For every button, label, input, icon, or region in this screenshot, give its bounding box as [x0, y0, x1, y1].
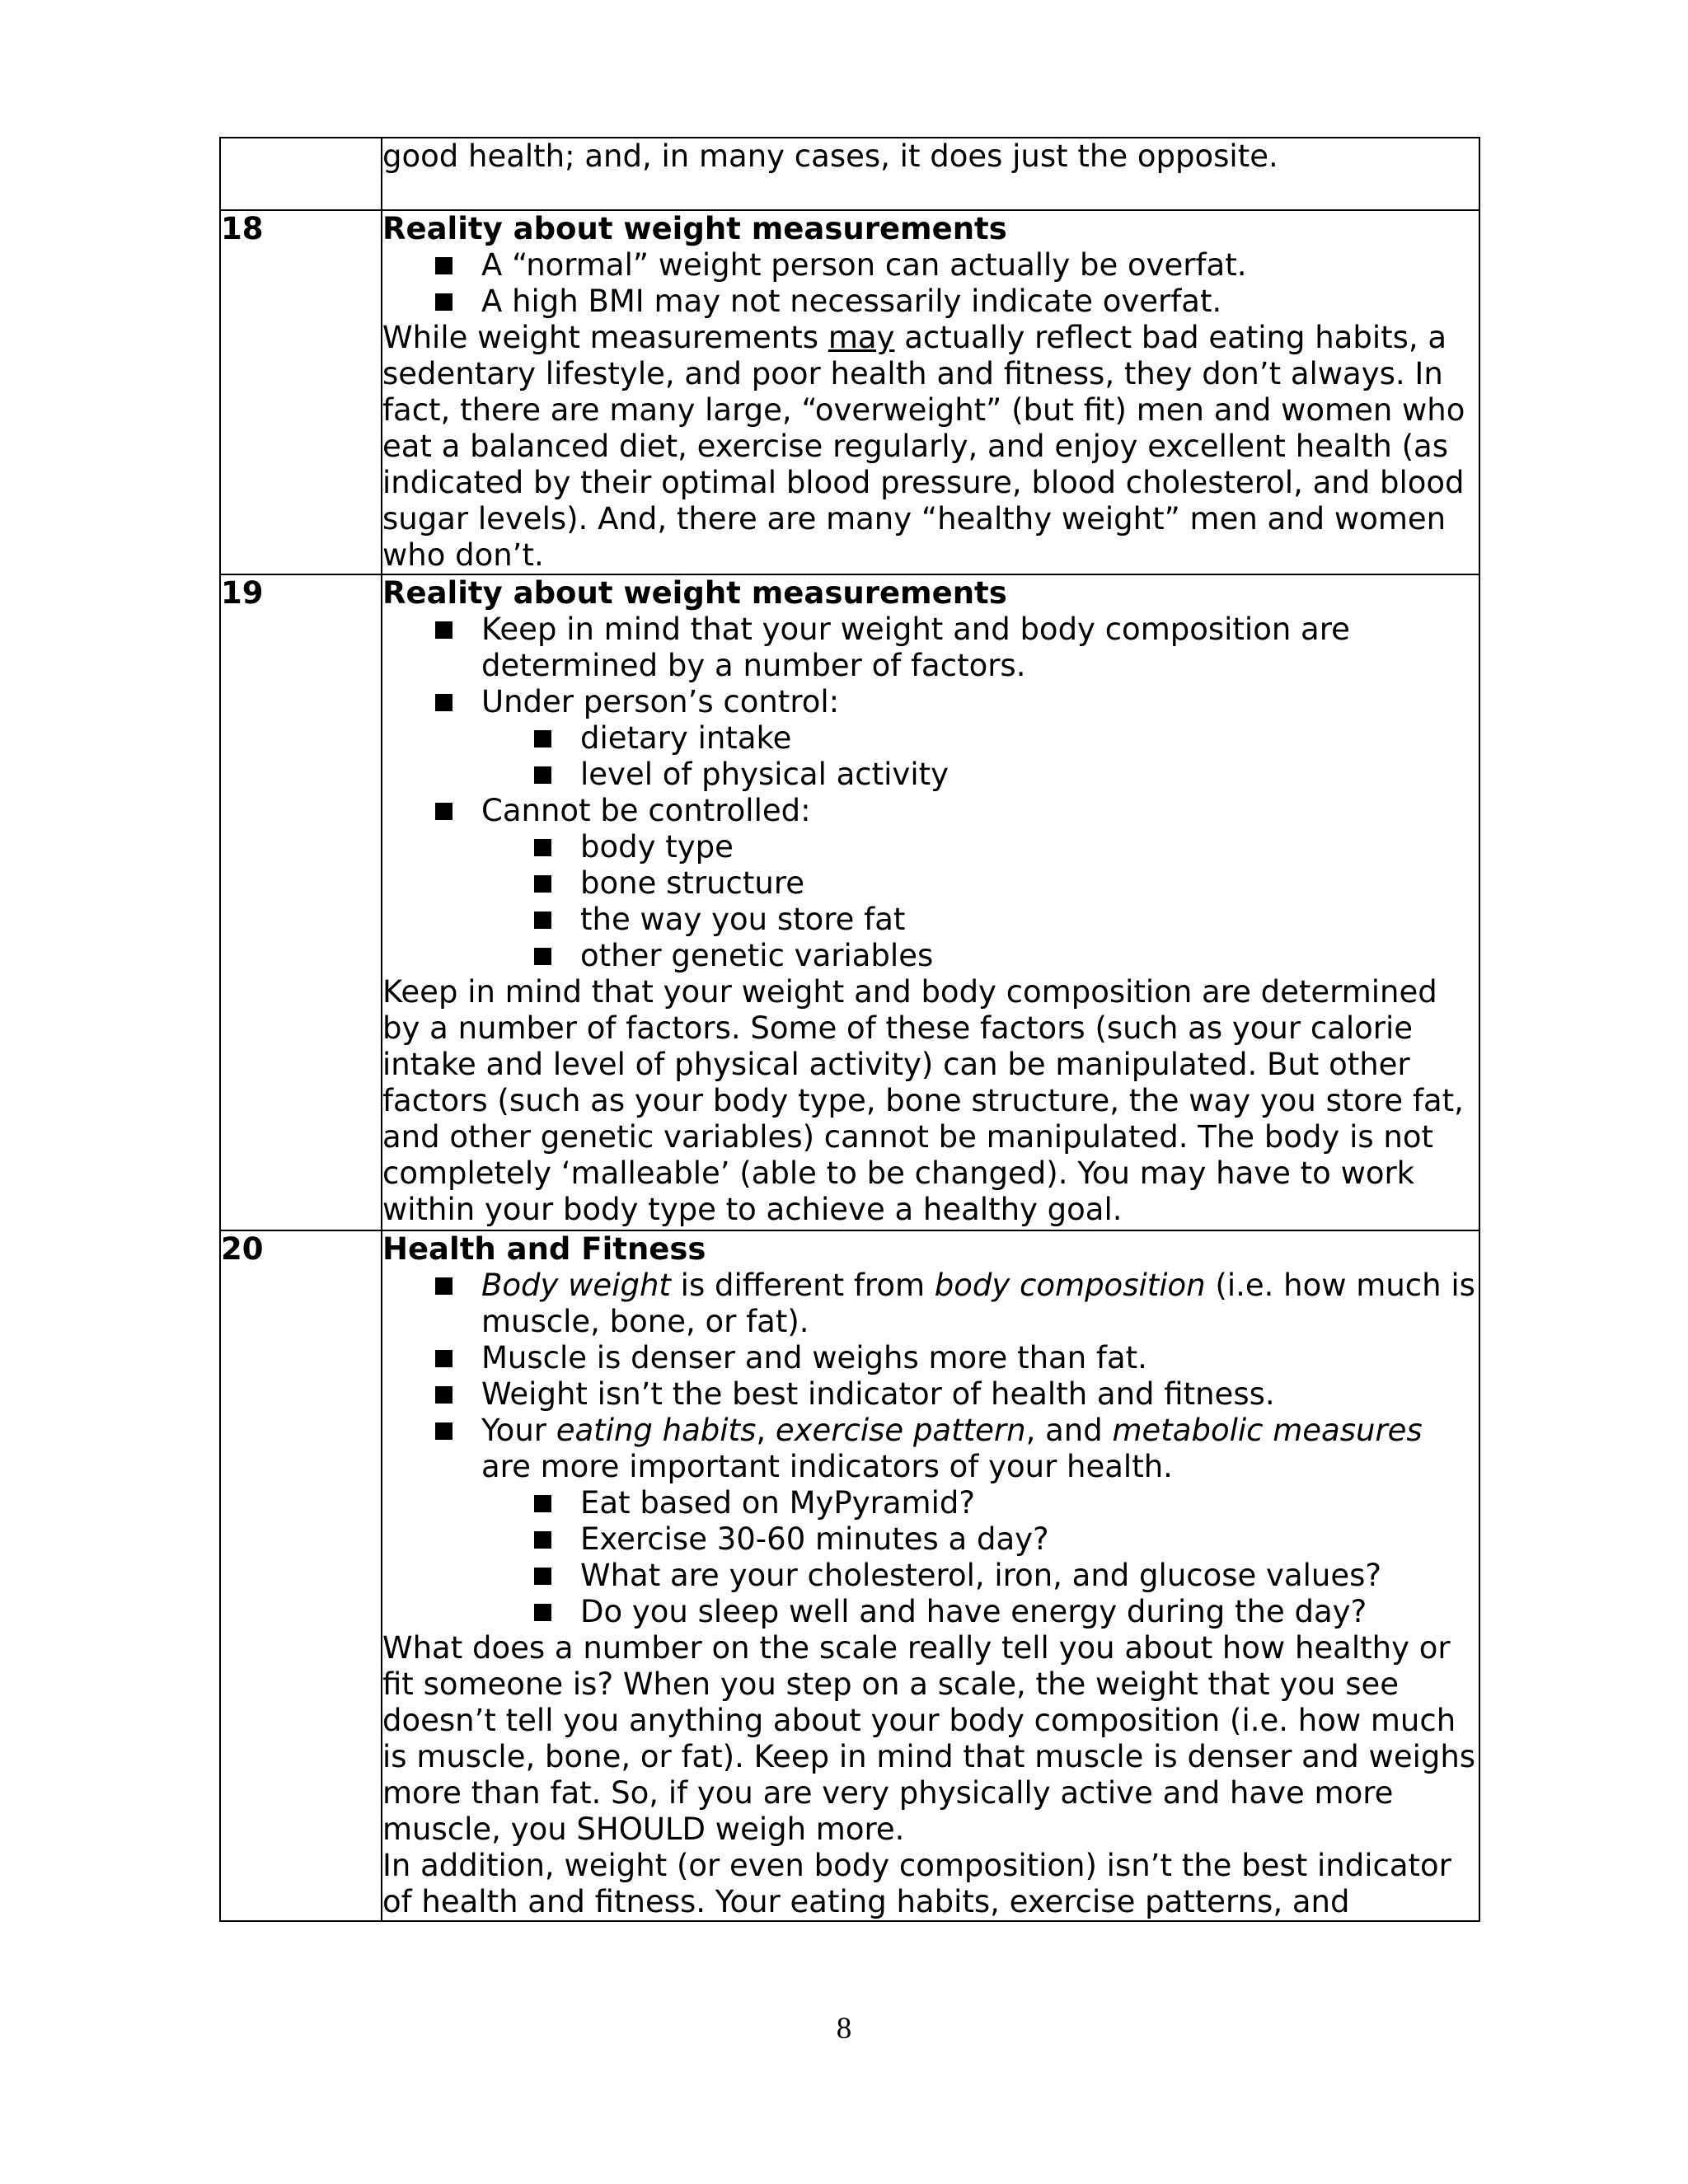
slide-number-cell	[220, 210, 382, 574]
notes-cell	[382, 1230, 1479, 1921]
slide-notes-table	[219, 137, 1480, 1922]
sub-bullet-item: What are your cholesterol, iron, and glucose values?	[382, 1558, 1479, 1594]
notes-cell	[382, 574, 1479, 1230]
bullet-item: Keep in mind that your weight and body composition are determined by a number of factors.	[382, 612, 1479, 684]
table-row-slide-19	[220, 574, 1479, 1230]
bullet-item: Cannot be controlled:	[382, 793, 1479, 829]
sub-bullet-item: dietary intake	[382, 720, 1479, 757]
sub-bullet-item: Eat based on MyPyramid?	[382, 1485, 1479, 1521]
sub-bullet-item: Exercise 30-60 minutes a day?	[382, 1521, 1479, 1558]
sub-bullet-item: Do you sleep well and have energy during the day?	[382, 1594, 1479, 1630]
continuation-text: good health; and, in many cases, it does just the opposite.	[382, 138, 1278, 174]
slide-number-cell	[220, 574, 382, 1230]
table-row-continuation	[220, 138, 1479, 210]
bullet-item: Weight isn’t the best indicator of health and fitness.	[382, 1376, 1479, 1413]
slide-number: 18	[221, 211, 264, 246]
notes-cell	[382, 138, 1479, 210]
underlined-word: may	[828, 320, 895, 355]
notes-paragraph: While weight measurements may actually reflect bad eating habits, a sedentary lifestyle, and poor health and fitness, they don’t always. In fact, there are many large, “overweight” (but fit) men and women who eat a balanced diet, exercise regularly, and enjoy excellent health (as indicated by their optimal blood pressure, blood cholesterol, and blood sugar levels). And, there are many “healthy weight” men and women who don’t.	[382, 320, 1465, 573]
table-row-slide-20	[220, 1230, 1479, 1921]
slide-title: Health and Fitness	[382, 1231, 706, 1267]
bullet-item: A high BMI may not necessarily indicate overfat.	[382, 284, 1479, 320]
slide-number: 20	[221, 1231, 264, 1267]
sub-bullet-item: bone structure	[382, 865, 1479, 902]
slide-number: 19	[221, 575, 264, 611]
sub-bullet-item: level of physical activity	[382, 757, 1479, 793]
table-row-slide-18	[220, 210, 1479, 574]
page-number: 8	[836, 2012, 852, 2046]
slide-number-cell	[220, 1230, 382, 1921]
bullet-item: Under person’s control:	[382, 684, 1479, 720]
notes-cell	[382, 210, 1479, 574]
slide-title: Reality about weight measurements	[382, 211, 1007, 246]
bullet-item: Muscle is denser and weighs more than fat.	[382, 1340, 1479, 1376]
sub-bullet-item: other genetic variables	[382, 938, 1479, 974]
bullet-item: Your eating habits, exercise pattern, and metabolic measures are more important indicators of your health.	[382, 1413, 1479, 1485]
slide-title: Reality about weight measurements	[382, 575, 1007, 611]
sub-bullet-item: body type	[382, 829, 1479, 865]
notes-paragraph: What does a number on the scale really tell you about how healthy or fit someone is? When you step on a scale, the weight that you see doesn’t tell you anything about your body composition (i.e. how much is muscle, bone, or fat). Keep in mind that muscle is denser and weighs more than fat. So, if you are very physically active and have more muscle, you SHOULD weigh more.	[382, 1630, 1476, 1847]
bullet-item: Body weight is different from body composition (i.e. how much is muscle, bone, or fat).	[382, 1268, 1479, 1340]
slide-number-cell	[220, 138, 382, 210]
sub-bullet-item: the way you store fat	[382, 902, 1479, 938]
notes-paragraph: Keep in mind that your weight and body composition are determined by a number of factors. Some of these factors (such as your calorie intake and level of physical activity) can be manipulated. But other factors (such as your body type, bone structure, the way you store fat, and other genetic variables) cannot be manipulated. The body is not completely ‘malleable’ (able to be changed). You may have to work within your body type to achieve a healthy goal.	[382, 974, 1464, 1227]
notes-paragraph: In addition, weight (or even body composition) isn’t the best indicator of health and fitness. Your eating habits, exercise patterns, and	[382, 1848, 1451, 1919]
bullet-item: A “normal” weight person can actually be overfat.	[382, 247, 1479, 284]
